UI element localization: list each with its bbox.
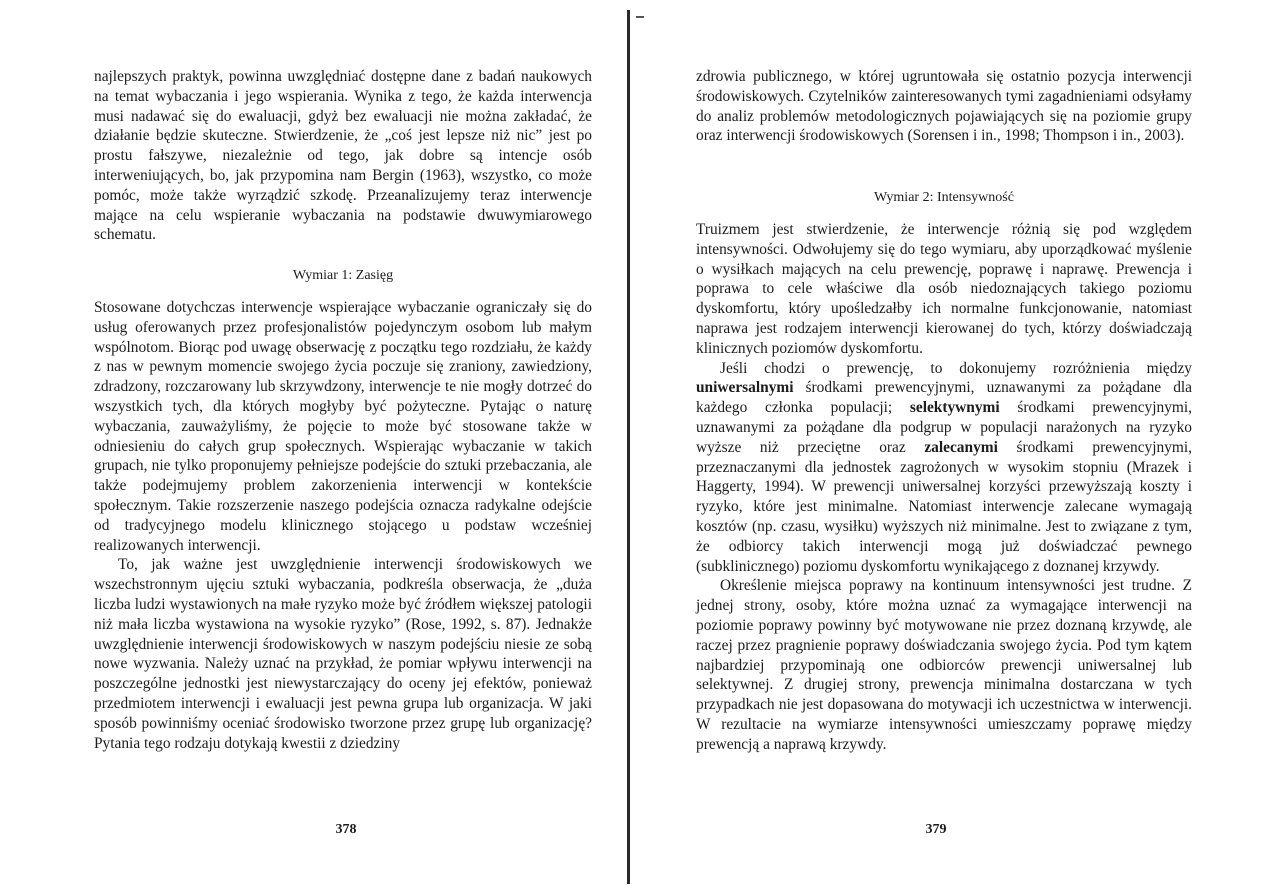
left-top-text: [94, 67, 592, 245]
right-paragraph-3: [696, 359, 1192, 577]
right-top-text: [696, 67, 1192, 146]
term-indicated: zalecanymi: [924, 438, 998, 456]
text-run: środkami prewencyjnymi, uznawanymi za pożądane dla każdego członka populacji;: [696, 379, 1192, 417]
text-run: środkami prewencyjnymi, przeznaczanymi dla jednostek zagrożonych w wysokim stopniu (Mrazek i Haggerty, 1994). W prewencji uniwersalnej korzyści przewyższają koszty i ryzyko, które jest minimalne. Natomiast interwencje zalecane wymagają kosztów (np. czasu, wysiłku) wyższych niż minimalne. Jest to związane z tym, że odbiorcy takich interwencji mogą już doświadczać pewnego (subklinicznego) poziomu dyskomfortu wynikającego z doznanej krzywdy.: [696, 438, 1192, 575]
text-run: Jeśli chodzi o prewencję, to dokonujemy rozróżnienia między: [720, 359, 1192, 377]
right-body-text: [696, 220, 1192, 755]
right-page: [632, 0, 1262, 894]
term-universal: uniwersalnymi: [696, 379, 794, 397]
left-section-heading: Wymiar 1: Zasięg: [292, 268, 394, 283]
term-selective: selektywnymi: [909, 399, 1000, 417]
page-number-right: 379: [925, 822, 947, 837]
left-page: [0, 0, 628, 894]
left-paragraph-1: najlepszych praktyk, powinna uwzględniać dostępne dane z badań naukowych na temat wybaczania i jego wspierania. Wynika z tego, że każda interwencja musi nadawać się do ewaluacji, gdyż bez ewaluacji nie można zakładać, że działanie będzie skuteczne. Stwierdzenie, że „coś jest lepsze niż nic” jest po prostu fałszywe, niezależnie od tego, jak dobre są intencje osób interweniujących, bo, jak przypomina nam Bergin (1963), wszystko, co może pomóc, może także wyrządzić szkodę. Przeanalizujemy teraz interwencje mające na celu wspieranie wybaczania na podstawie dwuwymiarowego schematu.: [94, 68, 592, 244]
text-run: środkami prewencyjnymi, uznawanymi za pożądane dla podgrup w populacji narażonych na ryzyko wyższe niż przeciętne oraz: [696, 399, 1192, 456]
right-paragraph-2: Truizmem jest stwierdzenie, że interwencje różnią się pod względem intensywności. Odwołujemy się do tego wymiaru, aby uporządkować myślenie o wysiłkach mających na celu prewencję, poprawę i naprawę. Prewencja i poprawa to cele właściwe dla osób niedoznających takiego poziomu dyskomfortu, który upośledzałby ich normalne funkcjonowanie, natomiast naprawa jest rodzajem interwencji kierowanej do tych, którzy doświadczają klinicznych poziomów dyskomfortu.: [696, 221, 1192, 357]
right-section-heading: Wymiar 2: Intensywność: [874, 190, 1014, 205]
page-number-left: 378: [335, 822, 357, 837]
left-paragraph-3: To, jak ważne jest uwzględnienie interwencji środowiskowych we wszechstronnym ujęciu sztuki wybaczania, podkreśla obserwacja, że „duża liczba ludzi wystawionych na małe ryzyko może być źródłem większej patologii niż mała liczba wystawiona na wysokie ryzyko” (Rose, 1992, s. 87). Jednakże uwzględnienie interwencji środowiskowych w naszym podejściu niesie ze sobą nowe wyzwania. Należy uznać na przykład, że pomiar wpływu interwencji na poszczególne jednostki jest niewystarczający do oceny jej efektów, ponieważ przedmiotem interwencji i ewaluacji jest pewna grupa lub organizacja. W jaki sposób powinniśmy oceniać środowisko tworzone przez grupę lub organizację? Pytania tego rodzaju dotykają kwestii z dziedziny: [94, 556, 592, 752]
left-paragraph-2: Stosowane dotychczas interwencje wspierające wybaczanie ograniczały się do usług oferowanych przez profesjonalistów pojedynczym osobom lub małym wspólnotom. Biorąc pod uwagę obserwację z początku tego rozdziału, że każdy z nas w pewnym momencie swojego życia poczuje się zraniony, zawiedziony, zdradzony, rozczarowany lub skrzywdzony, interwencje te nie mogły dotrzeć do wszystkich tych, dla których mogłyby być pożyteczne. Pytając o naturę wybaczania, zauważyliśmy, że pojęcie to może być stosowane także w odniesieniu do całych grup społecznych. Wspierając wybaczanie w takich grupach, nie tylko proponujemy pełniejsze podejście do sztuki przebaczania, ale także podejmujemy problem zakorzenienia interwencji w kontekście społecznym. Takie rozszerzenie naszego podejścia oznacza radykalne odejście od tradycyjnego modelu klinicznego stojącego u podstaw wcześniej realizowanych interwencji.: [94, 299, 592, 554]
left-body-text: [94, 298, 592, 753]
right-paragraph-1: zdrowia publicznego, w której ugruntowała się ostatnio pozycja interwencji środowiskowych. Czytelników zainteresowanych tymi zagadnieniami odsyłamy do analiz problemów metodologicznych pojawiających się na poziomie grupy oraz interwencji środowiskowych (Sorensen i in., 1998; Thompson i in., 2003).: [696, 68, 1192, 145]
right-paragraph-4: Określenie miejsca poprawy na kontinuum intensywności jest trudne. Z jednej strony, osoby, które można uznać za wymagające interwencji na poziomie poprawy powinny być motywowane nie przez doznaną krzywdę, ale raczej przez pragnienie poprawy doświadczania swojego życia. Pod tym kątem najbardziej przypominają one odbiorców prewencji uniwersalnej lub selektywnej. Z drugiej strony, prewencja minimalna dostarczana w tych przypadkach nie jest dopasowana do motywacji ich uczestnictwa w interwencji. W rezultacie na wymiarze intensywności umieszczamy poprawę między prewencją a naprawą krzywdy.: [696, 577, 1192, 753]
